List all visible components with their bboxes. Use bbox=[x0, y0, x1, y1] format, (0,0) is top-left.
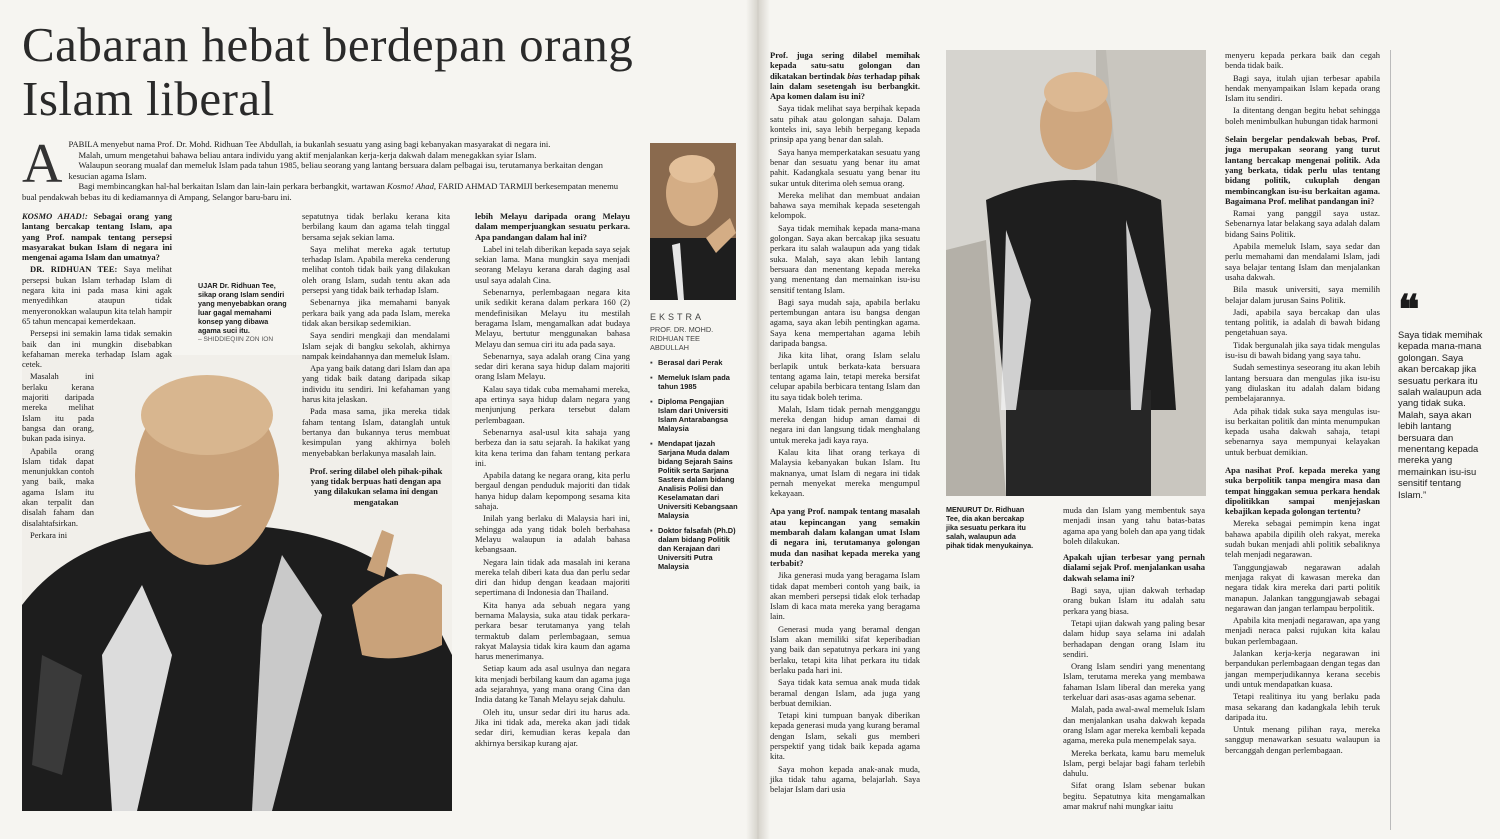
column-5 bbox=[1063, 505, 1205, 813]
col6-p9: Sudah semestinya seseorang itu akan lebih lantang bersuara dan mengulas jika isu-isu yang diulaskan itu adalah dalam bidang pembelajarannya. bbox=[1225, 362, 1380, 404]
intro bbox=[22, 133, 632, 203]
col6-p8: Tidak bergunalah jika saya tidak mengulas isu-isu di bawah bidang yang saya tahu. bbox=[1225, 339, 1380, 361]
question-6: Selain bergelar pendakwah bebas, Prof. juga merupakan seorang yang turut lantang bercakap mengenai politik. Ada yang berkata, tidak perlu ulas tentang bidang politik, cukuplah dengan membincangkan isu-isu berkaitan agama. Bagaimana Prof. melihat pandangan ini? bbox=[1225, 134, 1380, 206]
col3-p10: Setiap kaum ada asal usulnya dan negara kita menjadi berbilang kaum dan agama juga ada sejarahnya, yang mana orang Cina dan India datang ke Tanah Melayu sejak dahulu. bbox=[475, 663, 630, 705]
publication-name: Kosmo! Ahad bbox=[387, 181, 434, 192]
col2-p6: Pada masa sama, jika mereka tidak faham tentang Islam, datanglah untuk bertanya dan bukannya terus membuat kesimpulan yang akhirnya boleh menyebabkan berlakunya masalah lain. bbox=[302, 406, 450, 458]
col6-p4: Ramai yang panggil saya ustaz. Sebenarnya latar belakang saya adalah dalam bidang Sains Politik. bbox=[1225, 208, 1380, 239]
question-4: Apa yang Prof. nampak tentang masalah atau kepincangan yang semakin membarah dalam kalangan umat Islam di negara ini, terutamanya golongan muda dan nasihat kepada mereka yang terbabit? bbox=[770, 506, 920, 568]
question-2-cont: lebih Melayu daripada orang Melayu dalam memperjuangkan sesuatu perkara. Apa pandangan dalam hal ini? bbox=[475, 211, 630, 242]
col3-p5: Sebenarnya asal-usul kita sahaja yang berbeza dan ia satu sejarah. Ia hakikat yang kita kena terima dan faham tentang perkara ini. bbox=[475, 426, 630, 468]
question-2: Prof. sering dilabel oleh pihak-pihak yang tidak berpuas hati dengan apa yang dilakukan selama ini dengan mengatakan bbox=[309, 465, 443, 507]
intro-para-2: Malah, umum mengetahui bahawa beliau antara individu yang aktif menjalankan kerja-kerja dakwah dalam menegakkan syiar Islam. bbox=[78, 149, 537, 160]
question-7: Apa nasihat Prof. kepada mereka yang suka berpolitik tanpa mengira masa dan tempat hinggakan semua perkara hendak dipolitikkan sampai menjejaskan kebajikan kepada golongan tertentu? bbox=[1225, 464, 1380, 517]
column-3 bbox=[475, 211, 630, 750]
column-divider bbox=[1390, 50, 1391, 830]
photo-credit: – SHIDDIEQIIN ZON ION bbox=[198, 336, 274, 343]
column-6 bbox=[1225, 50, 1380, 757]
col5-p6: Mereka berkata, kamu baru memeluk Islam, pergi belajar bagi faham terlebih dahulu. bbox=[1063, 747, 1205, 779]
col3-p7: Inilah yang berlaku di Malaysia hari ini, sehingga ada yang tidak boleh berbahasa Melayu walaupun ia adalah bahasa kebangsaan. bbox=[475, 513, 630, 555]
col6-p10: Ada pihak tidak suka saya mengulas isu-isu berkaitan politik dan minta menumpukan kepada usaha dakwah sahaja, tetapi sebenarnya saya mempunyai kelayakan untuk berbuat demikian. bbox=[1225, 405, 1380, 457]
col3-p4: Kalau saya tidak cuba memahami mereka, apa ertinya saya hidup dalam negara yang menjunjung perkara tersebut dalam perlembagaan. bbox=[475, 383, 630, 425]
col3-p1: Label ini telah diberikan kepada saya sejak sekian lama. Mana mungkin saya menjadi seorang Melayu kerana darah daging asal usul saya adalah Cina. bbox=[475, 243, 630, 285]
ekstra-item: ▪ Berasal dari Perak bbox=[650, 358, 740, 367]
ekstra-item: ▪ Diploma Pengajian Islam dari Universiti Islam Antarabangsa Malaysia bbox=[650, 397, 740, 433]
ekstra-item: ▪ Doktor falsafah (Ph.D) dalam bidang Politik dan Kerajaan dari Universiti Putra Malaysia bbox=[650, 526, 740, 571]
col1-p4: Apabila orang Islam tidak dapat menunjukkan contoh yang baik, maka agama Islam itu akan terpalit dan disalah faham dan disalahtafsirkan. bbox=[22, 445, 94, 528]
col3-p2: Sebenarnya, perlembagaan negara kita unik sedikit kerana dalam perkara 160 (2) mendefinisikan Melayu itu mestilah beragama Islam, mengamalkan adat budaya Melayu, bertutur menggunakan bahasa Melayu dan semua ciri itu ada pada saya. bbox=[475, 287, 630, 349]
dropcap: A bbox=[22, 133, 63, 195]
col2-p4: Saya sendiri mengkaji dan mendalami Islam sejak di bangku sekolah, akhirnya nampak keindahannya dan memeluk Islam. bbox=[302, 330, 450, 361]
col4-p10: Generasi muda yang beramal dengan Islam akan memiliki sifat keperibadian yang baik dan sepatutnya perkara ini yang berlaku, tetapi kita lihat perkara itu tidak berlaku pada hari ini. bbox=[770, 623, 920, 675]
intro-para-1: PABILA menyebut nama Prof. Dr. Mohd. Ridhuan Tee Abdullah, ia bukanlah sesuatu yang asing bagi kebanyakan masyarakat di negara ini. bbox=[68, 139, 551, 149]
ekstra-item: ▪ Memeluk Islam pada tahun 1985 bbox=[650, 373, 740, 391]
col3-p3: Sebenarnya, saya adalah orang Cina yang sedar diri kerana saya hidup dalam majoriti orang Islam Melayu. bbox=[475, 350, 630, 382]
col4-p5: Bagi saya mudah saja, apabila berlaku pertembungan antara isu bangsa dengan agama, saya akan lebih pentingkan agama. Saya kena mempertahan agama lebih daripada bangsa. bbox=[770, 296, 920, 349]
page-gutter bbox=[746, 0, 770, 839]
col4-p2: Saya hanya memperkatakan sesuatu yang benar dan sesuatu yang benar itu amat pahit. Kadangkala sesuatu yang benar itu sukar untuk diterima oleh semua orang. bbox=[770, 146, 920, 188]
pull-quote bbox=[1398, 287, 1486, 500]
col5-p5: Malah, pada awal-awal memeluk Islam dan menjalankan usaha dakwah kepada orang Islam agar mereka kembali kepada agama, mereka pula menempelak saya. bbox=[1063, 704, 1205, 746]
col2-p5: Apa yang baik datang dari Islam dan apa yang tidak baik datang daripada sikap individu itu sendiri. Ini kefahaman yang harus kita jelaskan. bbox=[302, 363, 450, 405]
photo-standing-portrait bbox=[946, 50, 1206, 496]
pull-quote-text: Saya tidak memihak kepada mana-mana golongan. Saya akan bercakap jika sesuatu perkara itu salah walaupun ada yang tidak suka. Malah, saya akan lebih lantang bersuara dan menentang kepada mereka yang memainkan isu-isu sensitif tentang Islam.” bbox=[1398, 329, 1483, 500]
question-5: Apakah ujian terbesar yang pernah dialami sejak Prof. menjalankan usaha dakwah selama ini? bbox=[1063, 552, 1205, 583]
col6-p11: Mereka sebagai pemimpin kena ingat bahawa apabila dipilih oleh rakyat, mereka sudah bukan menjadi ahli politik sebaliknya telah menjadi negarawan. bbox=[1225, 518, 1380, 560]
col3-p9: Kita hanya ada sebuah negara yang bernama Malaysia, suka atau tidak perkara-perkara besar terutamanya yang telah termaktub dalam perlembagaan, semua rakyat Malaysia tidak kira kaum dan agama harus menerimanya. bbox=[475, 599, 630, 662]
col6-p15: Tetapi realitinya itu yang berlaku pada masa sekarang dan kadangkala lebih teruk daripada itu. bbox=[1225, 691, 1380, 722]
col5-p1: muda dan Islam yang membentuk saya menjadi insan yang tahu batas-batas agama apa yang boleh dan apa yang tidak boleh dilakukan. bbox=[1063, 505, 1205, 546]
col4-p12: Tetapi kini tumpuan banyak diberikan kepada generasi muda yang kurang beramal dengan Islam, sekali gus memberi perspektif yang tidak baik kepada agama kita. bbox=[770, 710, 920, 762]
col4-p7: Malah, Islam tidak pernah mengganggu mereka dengan hidup aman damai di negara ini dan langsung tidak menghalang untuk mereka jadi kaya raya. bbox=[770, 403, 920, 445]
col5-p7: Sifat orang Islam sebenar bukan begitu. Sepatutnya kita mengamalkan amar makruf nahi mungkar iaitu bbox=[1063, 780, 1205, 812]
col6-p3: Ia ditentang dengan begitu hebat sehingga boleh menimbulkan hubungan tidak harmoni bbox=[1225, 105, 1380, 126]
col2-p2: Saya melihat mereka agak tertutup terhadap Islam. Apabila mereka cenderung melihat contoh tidak baik yang dilakukan oleh orang Islam, sudah tentu akan ada persepsi yang tidak baik terhadap Islam. bbox=[302, 243, 450, 296]
ekstra-list bbox=[650, 358, 740, 571]
col1-p3: Masalah ini berlaku kerana majoriti daripada mereka melihat Islam itu pada bangsa dan orang, bukan pada isinya. bbox=[22, 371, 94, 444]
answer-1 bbox=[22, 264, 172, 326]
col6-p2: Bagi saya, itulah ujian terbesar apabila hendak menyampaikan Islam kepada orang Islam itu sendiri. bbox=[1225, 72, 1380, 104]
intro-para-4-end: , FARID AHMAD TARMIJI berkesempatan menemu bual pendakwah bebas itu di kediamannya di Ampang, Selangor baru-baru ini. bbox=[22, 181, 619, 202]
col1-p5: Perkara ini bbox=[30, 529, 68, 540]
col4-p8: Kalau kita lihat orang terkaya di Malaysia kebanyakan bukan Islam. Itu maknanya, umat Islam di negara ini tidak pernah menyekat mereka mengumpul kekayaan. bbox=[770, 446, 920, 499]
question-1 bbox=[22, 211, 172, 262]
headline: Cabaran hebat berdepan orang Islam liberal bbox=[22, 17, 634, 126]
column-1 bbox=[22, 211, 172, 542]
column-4 bbox=[770, 50, 920, 796]
question-3 bbox=[770, 50, 920, 101]
col1-p2: Persepsi ini semakin lama tidak semakin baik dan ini mungkin disebabkan kefahaman mereka terhadap Islam agak cetek. bbox=[22, 328, 172, 370]
q1-text: Sebagai orang yang lantang bercakap tentang Islam, apa yang Prof. nampak tentang persepsi masyarakat bukan Islam di negara ini mengenai agama Islam dan umatnya? bbox=[22, 211, 172, 263]
col6-p14: Jalankan kerja-kerja negarawan ini berpandukan perlembagaan dengan tegas dan jangan memperjudikannya kerana secebis undi untuk mendapatkan kuasa. bbox=[1225, 648, 1380, 689]
col4-p9: Jika generasi muda yang beragama Islam tidak dapat memberi contoh yang baik, ia akan memberi persepsi tidak elok terhadap Islam di kaca mata mereka yang beragama lain. bbox=[770, 570, 920, 622]
column-2 bbox=[302, 211, 450, 509]
q3-text-a: Prof. juga sering dilabel memihak kepada satu-satu golongan dan dikatakan bertindak bbox=[770, 50, 920, 81]
col6-p12: Tanggungjawab negarawan adalah menjaga rakyat di kawasan mereka dan negara tidak kira mereka dari parti politik manapun. Jalankan tanggungjawab sebagai negarawan dan jangan terlampau berpolitik. bbox=[1225, 561, 1380, 613]
col4-p11: Saya tidak kata semua anak muda tidak beramal dengan Islam, ada juga yang berbuat demikian. bbox=[770, 677, 920, 708]
col6-p5: Apabila memeluk Islam, saya sedar dan perlu memahami dan mendalami Islam, jadi saya belajar tentang Islam dan menjalankan usaha dakwah. bbox=[1225, 241, 1380, 282]
ekstra-name: PROF. DR. MOHD. RIDHUAN TEE ABDULLAH bbox=[650, 325, 714, 352]
col4-p3: Mereka melihat dan membuat andaian bahawa saya memihak kepada sesetengah kelompok. bbox=[770, 189, 920, 221]
q3-text-b: terhadap pihak lain dalam sesetengah isu berbangkit. Apa komen dalam isu ini? bbox=[770, 70, 920, 102]
q1-publication: KOSMO AHAD!: bbox=[22, 211, 88, 221]
ekstra-item: ▪ Mendapat Ijazah Sarjana Muda dalam bidang Sejarah Sains Politik serta Sarjana Sastera dalam bidang Analisis Polisi dan Keselamatan dari Universiti Kebangsaan Malaysia bbox=[650, 439, 740, 520]
ekstra-title: EKSTRA bbox=[650, 312, 705, 322]
col6-p13: Apabila kita menjadi negarawan, apa yang menjadi neraca paksi rujukan kita kalau bukan perlembagaan. bbox=[1225, 615, 1380, 646]
photo-caption-2: MENURUT Dr. Ridhuan Tee, dia akan bercakap jika sesuatu perkara itu salah, walaupun ada pihak tidak menyukainya. bbox=[946, 505, 1034, 550]
col4-p4: Saya tidak memihak kepada mana-mana golongan. Saya akan bercakap jika sesuatu perkara itu salah walaupun ada yang tidak suka. Malah, saya akan lebih lantang bersuara dan menentang kepada mereka yang menentang dan memainkan isu-isu sensitif tentang Islam. bbox=[770, 222, 920, 295]
col5-p4: Orang Islam sendiri yang menentang Islam, terutama mereka yang membawa fahaman Islam liberal dan mereka yang terkeluar dari asas-asas agama sebenar. bbox=[1063, 661, 1205, 703]
col2-p1: sepatutnya tidak berlaku kerana kita berbilang kaum dan agama telah tinggal bersama sejak sekian lama. bbox=[302, 211, 450, 242]
col6-p7: Jadi, apabila saya bercakap dan ulas tentang politik, ia adalah di bawah bidang pengetahuan saya. bbox=[1225, 306, 1380, 338]
intro-para-4-start: Bagi membincangkan hal-hal berkaitan Islam dan lain-lain perkara berbangkit, wartawan bbox=[78, 181, 385, 192]
photo-caption-1 bbox=[198, 281, 288, 344]
intro-para-3: Walaupun seorang mualaf dan memeluk Islam pada tahun 1985, beliau seorang yang lantang bersuara dalam pelbagai isu, terutamanya berkaitan dengan kesucian agama Islam. bbox=[68, 160, 603, 181]
col6-p6: Bila masuk universiti, saya memilih belajar dalam jurusan Sains Politik. bbox=[1225, 284, 1380, 305]
photo-ekstra-portrait bbox=[650, 143, 736, 300]
a1-text: Saya melihat persepsi bukan Islam terhadap Islam di negara kita ini pada masa kini agak menyedihkan ataupun tidak menyeronokkan walaupun kita telah hampir 65 tahun mencapai kemerdekaan. bbox=[22, 264, 172, 326]
col4-p6: Jika kita lihat, orang Islam selalu berlapik untuk berkata-kata bersuara tentang agama lain, tetapi mereka bersifat celupar apabila berbicara tentang Islam dan itu saya tidak boleh terima. bbox=[770, 350, 920, 402]
col6-p1: menyeru kepada perkara baik dan cegah benda tidak baik. bbox=[1225, 50, 1380, 71]
col3-p8: Negara lain tidak ada masalah ini kerana mereka telah diberi kata dua dan perlu sedar diri dan hidup dengan keadaan majoriti sepertimana di Indonesia dan Thailand. bbox=[475, 556, 630, 598]
col6-p16: Untuk menang pilihan raya, mereka sanggup menawarkan sesuatu walaupun ia bercanggah dengan perlembagaan. bbox=[1225, 724, 1380, 755]
intro-para-4 bbox=[22, 181, 632, 202]
caption-text-1: UJAR Dr. Ridhuan Tee, sikap orang Islam sendiri yang menyebabkan orang luar gagal memahami konsep yang dibawa agama suci itu. bbox=[198, 281, 287, 335]
quote-icon: ❝ bbox=[1398, 287, 1420, 332]
ekstra-sidebar bbox=[650, 312, 740, 577]
col3-p11: Oleh itu, unsur sedar diri itu harus ada. Jika ini tidak ada, mereka akan jadi tidak sedar diri, kemudian keras kepala dan akhirnya bersikap kurang ajar. bbox=[475, 706, 630, 748]
col4-p13: Saya mohon kepada anak-anak muda, jika tidak tahu agama, belajarlah. Saya belajar Islam dari usia bbox=[770, 763, 920, 795]
col5-p2: Bagi saya, ujian dakwah terhadap orang bukan Islam itu adalah satu perkara yang biasa. bbox=[1063, 585, 1205, 616]
col3-p6: Apabila datang ke negara orang, kita perlu bergaul dengan penduduk majoriti dan tidak hanya hidup dalam kepompong sesama kita sahaja. bbox=[475, 470, 630, 512]
a1-speaker: DR. RIDHUAN TEE: bbox=[30, 264, 118, 275]
col2-p3: Sebenarnya jika memahami banyak perkara baik yang ada pada Islam, mereka tidak akan bersikap sedemikian. bbox=[302, 297, 450, 328]
col4-p1: Saya tidak melihat saya berpihak kepada satu pihak atau golongan sahaja. Dalam konteks ini, saya lebih berpegang kepada prinsip apa yang benar dan salah. bbox=[770, 103, 920, 145]
col5-p3: Tetapi ujian dakwah yang paling besar dalam hidup saya selama ini adalah berhadapan dengan orang Islam itu sendiri. bbox=[1063, 617, 1205, 659]
q3-bias: bias bbox=[847, 70, 862, 81]
